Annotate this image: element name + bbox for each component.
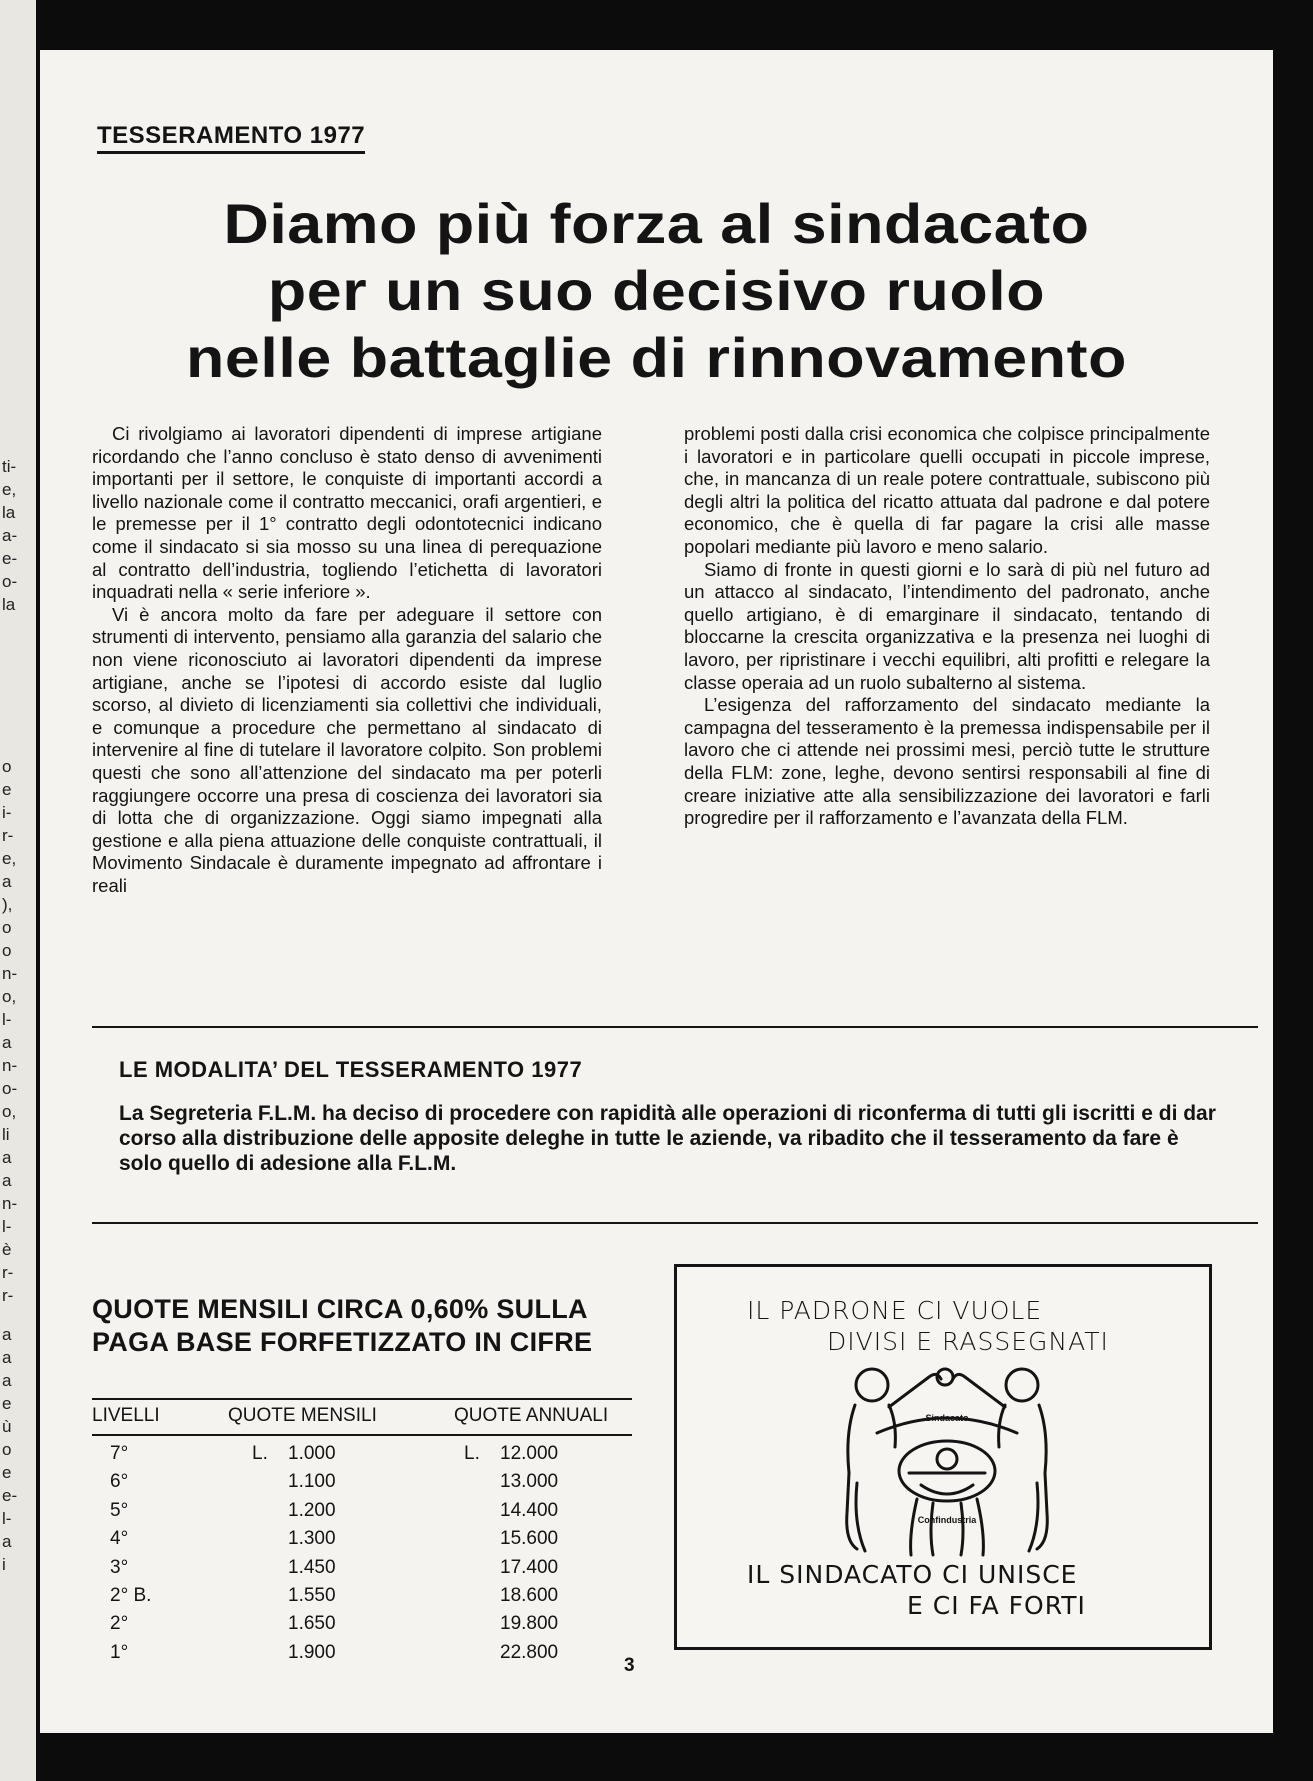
prev-page-fragment: o [2,1440,12,1459]
poster-top-line-1: IL PADRONE CI VUOLE [747,1296,1043,1325]
header-quote-annuali: QUOTE ANNUALI [454,1405,609,1426]
prev-page-fragment: r- [2,826,14,845]
prev-page-fragment: a [2,1171,12,1190]
article-column-right [684,423,1210,830]
headline-line-2: per un suo decisivo ruolo [267,259,1046,322]
prev-page-fragment: l- [2,1217,12,1236]
prev-page-fragment: e, [2,480,17,499]
fee-row [92,1582,632,1610]
modalita-title: LE MODALITA’ DEL TESSERAMENTO 1977 [119,1057,583,1082]
prev-page-fragment: o, [2,1102,17,1121]
fee-cell-annuale: 13.000 [500,1471,559,1493]
article-paragraph: problemi posti dalla crisi economica che colpisce principalmente i lavoratori e in particolare quelli occupati in piccole imprese, che, in mancanza di un reale potere contrattuale, subiscono più degli altri la politica del ricatto attuata dal padrone e dal potere economico, che è quella di far pagare la crisi alle masse popolari mediante più lavoro e meno salario. [684,423,1210,557]
prev-page-fragment: a- [2,526,18,545]
prev-page-fragment: ti- [2,457,17,476]
prev-page-fragment: ), [2,895,13,914]
fee-cell-mensile: 1.450 [288,1556,336,1578]
fee-cell-annuale: 12.000 [500,1443,559,1464]
poster-top-text [747,1295,1109,1357]
fee-cell-livello: 6° [110,1471,129,1493]
fee-row [92,1440,632,1468]
section-label: TESSERAMENTO 1977 [97,122,365,154]
prev-page-fragment: ù [2,1417,12,1436]
fee-cell-livello: 5° [110,1499,129,1521]
poster-bottom-line-1: IL SINDACATO CI UNISCE [747,1560,1078,1589]
prev-page-fragment: o, [2,987,17,1006]
article-paragraph: Vi è ancora molto da fare per adeguare il settore con strumenti di intervento, pensiamo alla garanzia del salario che non viene riconosciuto ai lavoratori dipendenti da imprese artigiane, anche se l’ipotesi di accordo esiste dal luglio scorso, al divieto di licenziamenti sia collettivi che individuali, e comunque a procedure che permettano al sindacato di intervenire al fine di tutelare il lavoratore colpito. Son problemi questi che sono all’attenzione del sindacato ma per poterli raggiungere occorre una presa di coscienza dei lavoratori sia di lotta che di organizzazione. Oggi siamo impegnati alla gestione e alla piena attuazione delle conquiste contrattuali, il Movimento Sindacale è duramente impegnato ad affrontare i reali [92,603,602,896]
prev-page-fragment: e, [2,849,17,868]
prev-page-fragment: e- [2,549,18,568]
fee-cell-livello: 1° [110,1641,129,1663]
poster-top-line-2: DIVISI E RASSEGNATI [827,1327,1109,1356]
fee-cell-mensile: 1.900 [288,1641,336,1663]
prev-page-fragment: o- [2,572,18,591]
prev-page-fragment: l- [2,1010,12,1029]
fee-cell-livello: 4° [110,1528,129,1550]
poster-box [674,1264,1212,1650]
fee-cell-livello: 2° B. [110,1584,152,1606]
fee-cell-mensile: 1.300 [288,1528,336,1550]
headline-line-1: Diamo più forza al sindacato [223,192,1090,255]
fee-cell-annuale: 15.600 [500,1528,559,1550]
magazine-page [40,50,1273,1733]
prev-page-fragment: a [2,1371,12,1390]
fee-table-header [92,1398,632,1436]
poster-bottom-line-2: E CI FA FORTI [907,1591,1086,1620]
fee-table [92,1398,632,1667]
fee-row [92,1468,632,1496]
fee-cell-currency-mensile: L. [252,1443,268,1464]
prev-page-fragment: e- [2,1486,18,1505]
fee-row [92,1610,632,1638]
prev-page-fragment: a [2,1148,12,1167]
prev-page-fragment: r- [2,1286,14,1305]
poster-bottom-text [747,1559,1086,1621]
prev-page-fragment: i [2,1555,6,1574]
prev-page-fragment: a [2,1325,12,1344]
fee-cell-annuale: 18.600 [500,1584,559,1606]
prev-page-fragment: a [2,1532,12,1551]
prev-page-fragment: n- [2,964,18,983]
prev-page-fragment: li [2,1125,10,1144]
fee-cell-annuale: 14.400 [500,1499,559,1521]
fee-cell-currency-annuale: L. [464,1443,480,1464]
article-column-left [92,423,602,897]
fee-title-line-1: QUOTE MENSILI CIRCA 0,60% SULLA [92,1294,588,1324]
fee-cell-annuale: 19.800 [500,1613,559,1635]
prev-page-fragment: o- [2,1079,18,1098]
prev-page-fragment: r- [2,1263,14,1282]
poster-label-union: Sindacato [925,1413,969,1423]
previous-page-edge [0,0,36,1781]
prev-page-fragment: i- [2,803,12,822]
workers-illustration [837,1363,1057,1559]
box-top-rule [92,1026,1258,1028]
prev-page-fragment: o [2,941,12,960]
article-paragraph: Ci rivolgiamo ai lavoratori dipendenti di imprese artigiane ricordando che l’anno concluso è stato denso di avvenimenti importanti per il settore, le conquiste di importanti accordi a livello nazionale come il contratto meccanici, orafi argentieri, e le premesse per il 1° contratto degli odontotecnici indicano come il sindacato si sia mosso su una linea di perequazione al contratto dell’industria, togliendo l’etichetta di lavoratori inquadrati nella « serie inferiore ». [92,423,602,603]
prev-page-fragment: o [2,918,12,937]
fee-title [92,1293,612,1359]
headline [40,190,1273,391]
fee-cell-annuale: 22.800 [500,1641,559,1663]
prev-page-fragment: l- [2,1509,12,1528]
prev-page-fragment: e [2,1394,12,1413]
prev-page-fragment: o [2,757,12,776]
fee-row [92,1554,632,1582]
fee-cell-livello: 3° [110,1556,129,1578]
article-paragraph: Siamo di fronte in questi giorni e lo sarà di più nel futuro ad un attacco al sindacato, l’intendimento del padronato, anche quello artigiano, è di emarginare il sindacato, tentando di bloccarne la crescita organizzativa e la presenza nei luoghi di lavoro, per ripristinare i vecchi equilibri, alti profitti e relegare la classe operaia ad un ruolo subalterno al sistema. [684,558,1210,693]
fee-cell-livello: 2° [110,1613,129,1635]
box-bottom-rule [92,1222,1258,1224]
article-paragraph: L’esigenza del rafforzamento del sindacato mediante la campagna del tesseramento è la premessa indispensabile per il lavoro che ci attende nei prossimi mesi, perciò tutte le strutture della FLM: zone, leghe, devono sentirsi responsabili al fine di creare iniziative atte alla sensibilizzazione dei lavoratori e farli progredire per il rafforzamento e l’avanzata della FLM. [684,694,1210,829]
prev-page-fragment: a [2,1348,12,1367]
headline-line-3: nelle battaglie di rinnovamento [186,326,1127,389]
prev-page-fragment: e [2,1463,12,1482]
header-quote-mensili: QUOTE MENSILI [228,1405,377,1426]
fee-row [92,1525,632,1553]
page-number: 3 [624,1655,635,1676]
prev-page-fragment: è [2,1240,12,1259]
prev-page-fragment: a [2,1033,12,1052]
header-livelli: LIVELLI [92,1405,160,1426]
fee-row [92,1497,632,1525]
modalita-body: La Segreteria F.L.M. ha deciso di procedere con rapidità alle operazioni di riconferma di tutti gli iscritti e di dar corso alla distribuzione delle apposite deleghe in tutte le aziende, va ribadito che il tesseramento da fare è solo quello di adesione alla F.L.M. [119,1102,1216,1175]
fee-cell-livello: 7° [110,1443,129,1464]
fee-cell-mensile: 1.200 [288,1499,336,1521]
prev-page-fragment: la [2,595,16,614]
fee-cell-mensile: 1.000 [288,1443,336,1464]
poster-label-boss: Confindustria [917,1515,977,1525]
prev-page-fragment: la [2,503,16,522]
fee-cell-mensile: 1.650 [288,1613,336,1635]
prev-page-fragment: a [2,872,12,891]
fee-row [92,1639,632,1667]
fee-cell-mensile: 1.550 [288,1584,336,1606]
prev-page-fragment: e [2,780,12,799]
fee-title-line-2: PAGA BASE FORFETIZZATO IN CIFRE [92,1327,593,1357]
prev-page-fragment: n- [2,1194,18,1213]
fee-cell-mensile: 1.100 [288,1471,336,1493]
fee-cell-annuale: 17.400 [500,1556,559,1578]
prev-page-fragment: n- [2,1056,18,1075]
fee-table-body [92,1440,632,1667]
